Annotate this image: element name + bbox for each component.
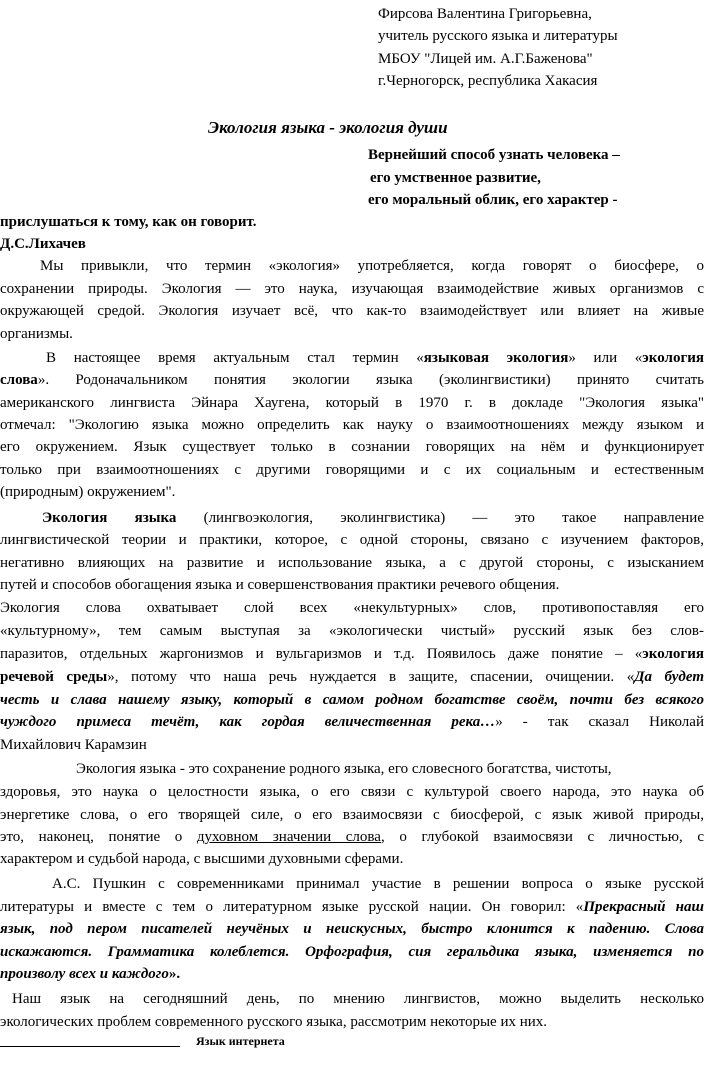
epigraph-line-4: прислушаться к тому, как он говорит. bbox=[0, 214, 257, 230]
epigraph-line-1: Вернейший способ узнать человека – bbox=[368, 147, 620, 163]
p1-line-2: сохранении природы. Экология — это наука, изучающая взаимодействие живых организмов с bbox=[0, 281, 704, 297]
section-heading: Язык интернета bbox=[196, 1034, 285, 1048]
p6-line-4: искажаются. Грамматика колеблется. Орфография, сия геральдика языка, изменяется по bbox=[0, 944, 704, 960]
p6-line-5: произволу всех и каждого». bbox=[0, 966, 181, 982]
p3-line-1: Экология языка (лингвоэкология, эколингвистика) — это такое направление bbox=[42, 510, 704, 526]
author-school: МБОУ "Лицей им. А.Г.Баженова" bbox=[378, 51, 593, 67]
p7-line-2: экологических проблем современного русского языка, рассмотрим некоторые их них. bbox=[0, 1014, 548, 1030]
epigraph-author: Д.С.Лихачев bbox=[0, 236, 86, 252]
p4-line-3: паразитов, отдельных жаргонизмов и вульгаризмов и т.д. Появилось даже понятие – «экология bbox=[0, 646, 704, 662]
p3-line-4: путей и способов обогащения языка и совершенствования практики речевого общения. bbox=[0, 577, 560, 593]
p4-line-1: Экология слова охватывает слой всех «некультурных» слов, противопоставляя его bbox=[0, 600, 704, 616]
p2-line-2: слова». Родоначальником понятия экологии языка (эколингвистики) принято считать bbox=[0, 372, 704, 388]
p4-line-5: честь и слава нашему языку, который в самом родном богатстве своём, почти без всякого bbox=[0, 692, 704, 708]
p2-line-4: отмечал: "Экологию языка можно определить как науку о взаимоотношениях между языком и bbox=[0, 417, 704, 433]
page-title: Экология языка - экология души bbox=[208, 118, 448, 137]
p4-line-4: речевой среды», потому что наша речь нуждается в защите, спасении, очищении. «Да будет bbox=[0, 669, 704, 685]
p2-line-6: только при взаимоотношениях с другими говорящими и с их социальным и естественным bbox=[0, 462, 704, 478]
p7-line-1: Наш язык на сегодняшний день, по мнению лингвистов, можно выделить несколько bbox=[12, 991, 704, 1007]
p4-line-6: чуждого примеса течёт, как гордая величественная река…» - так сказал Николай bbox=[0, 714, 704, 730]
p1-line-1: Мы привыкли, что термин «экология» употребляется, когда говорят о биосфере, о bbox=[40, 258, 704, 274]
epigraph-line-2: его умственное развитие, bbox=[370, 170, 541, 186]
p5-line-2: здоровья, это наука о целостности языка, о его связи с культурой своего народа, это наука об bbox=[0, 784, 704, 800]
p5-line-3: энергетике слова, о его творящей силе, о его взаимосвязи с биосферой, с язык живой природы, bbox=[0, 807, 704, 823]
p5-line-5: характером и судьбой народа, с высшими духовными сферами. bbox=[0, 851, 404, 867]
p5-line-1: Экология языка - это сохранение родного языка, его словесного богатства, чистоты, bbox=[76, 761, 612, 777]
p6-line-3: язык, под пером писателей неучёных и неискусных, быстро клонится к падению. Слова bbox=[0, 921, 704, 937]
p1-line-4: организмы. bbox=[0, 326, 73, 342]
p3-line-2: лингвистической теории и практики, которое, с одной стороны, связано с изучением факторов, bbox=[0, 532, 704, 548]
author-position: учитель русского языка и литературы bbox=[378, 28, 618, 44]
p6-line-2: литературы и вместе с тем о литературном языке русской нации. Он говорил: «Прекрасный наш bbox=[0, 899, 704, 915]
p2-line-3: американского лингвиста Эйнара Хаугена, который в 1970 г. в докладе "Экология языка" bbox=[0, 395, 704, 411]
p3-line-3: негативно влияющих на развитие и использование языка, а с другой стороны, с изысканием bbox=[0, 555, 704, 571]
p4-line-7: Михайлович Карамзин bbox=[0, 737, 147, 753]
p6-line-1: А.С. Пушкин с современниками принимал участие в решении вопроса о языке русской bbox=[52, 876, 704, 892]
epigraph-line-3: его моральный облик, его характер - bbox=[368, 192, 618, 208]
p2-line-5: его окружением. Язык существует только в сознании говорящих на нём и функционирует bbox=[0, 439, 704, 455]
author-city: г.Черногорск, республика Хакасия bbox=[378, 73, 598, 89]
p4-line-2: «культурному», тем самым выступая за «экологически чистый» русский язык без слов- bbox=[0, 623, 704, 639]
p2-line-1: В настоящее время актуальным стал термин «языковая экология» или «экология bbox=[46, 350, 704, 366]
author-name: Фирсова Валентина Григорьевна, bbox=[378, 6, 592, 22]
p1-line-3: окружающей средой. Экология изучает всё, что как-то взаимодействует или влияет на живые bbox=[0, 303, 704, 319]
heading-rule bbox=[0, 1046, 180, 1047]
p5-line-4: это, наконец, понятие о духовном значении слова, о глубокой взаимосвязи с личностью, с bbox=[0, 829, 704, 845]
p2-line-7: (природным) окружением". bbox=[0, 484, 176, 500]
